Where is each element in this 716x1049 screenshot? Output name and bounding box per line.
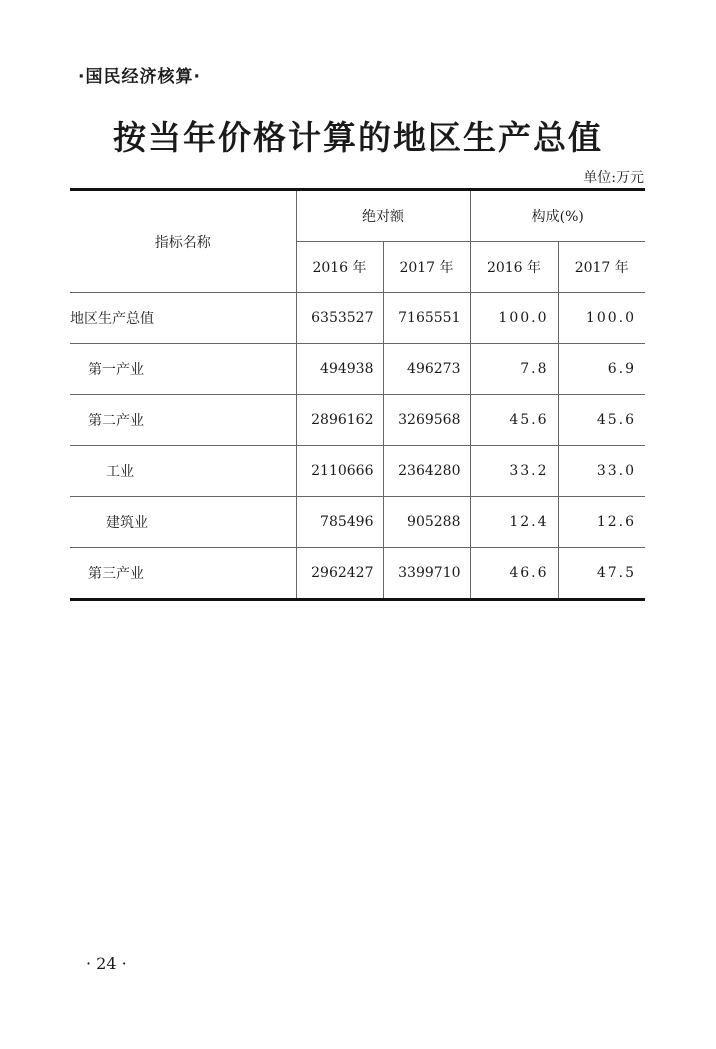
row-label: 第三产业 [70,548,296,600]
share-2016: 33.2 [470,446,558,497]
row-label: 第一产业 [70,344,296,395]
value-2016: 2962427 [296,548,383,600]
value-2017: 2364280 [383,446,470,497]
share-2016: 12.4 [470,497,558,548]
value-2016: 785496 [296,497,383,548]
row-label: 工业 [70,446,296,497]
year-header: 2016 年 [296,242,383,293]
page-number: · 24 · [86,954,127,973]
year-header: 2017 年 [383,242,470,293]
share-2016: 45.6 [470,395,558,446]
composition-header: 构成(%) [470,190,645,242]
value-2016: 2896162 [296,395,383,446]
gdp-table [70,188,645,601]
share-2016: 46.6 [470,548,558,600]
table-row [70,395,645,446]
share-2017: 100.0 [558,293,645,344]
value-2017: 7165551 [383,293,470,344]
share-2017: 45.6 [558,395,645,446]
table-row [70,446,645,497]
share-2016: 7.8 [470,344,558,395]
value-2017: 496273 [383,344,470,395]
table-row [70,293,645,344]
table-row [70,548,645,600]
absolute-amount-header: 绝对额 [296,190,470,242]
share-2017: 12.6 [558,497,645,548]
share-2016: 100.0 [470,293,558,344]
row-label: 建筑业 [70,497,296,548]
table-row [70,344,645,395]
year-header: 2016 年 [470,242,558,293]
value-2017: 3269568 [383,395,470,446]
value-2016: 2110666 [296,446,383,497]
table-header-row [70,190,645,242]
year-header: 2017 年 [558,242,645,293]
row-label: 地区生产总值 [70,293,296,344]
table-row [70,497,645,548]
value-2017: 905288 [383,497,470,548]
share-2017: 6.9 [558,344,645,395]
section-header: ·国民经济核算· [78,67,201,87]
page-title: 按当年价格计算的地区生产总值 [113,118,603,157]
unit-label: 单位:万元 [583,170,644,186]
value-2016: 6353527 [296,293,383,344]
row-label: 第二产业 [70,395,296,446]
indicator-header: 指标名称 [70,190,296,293]
value-2017: 3399710 [383,548,470,600]
value-2016: 494938 [296,344,383,395]
share-2017: 33.0 [558,446,645,497]
share-2017: 47.5 [558,548,645,600]
